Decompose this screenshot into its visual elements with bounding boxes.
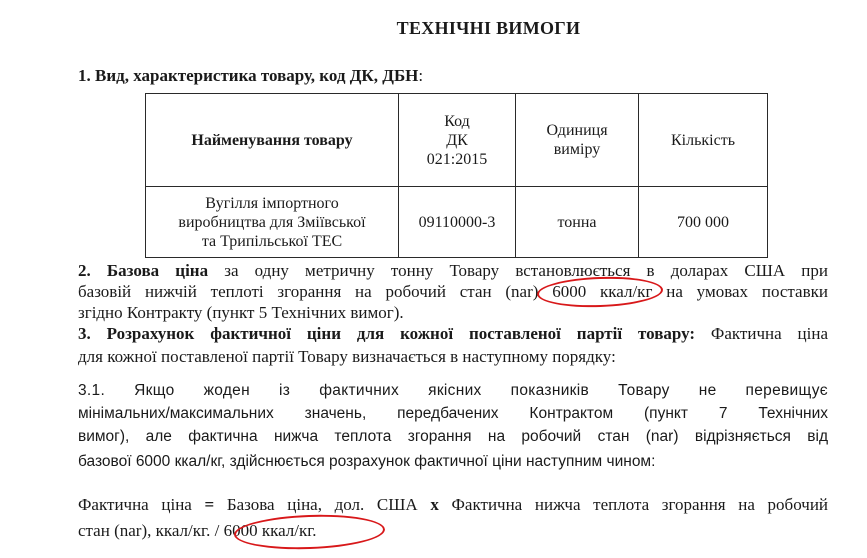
section-2-label: 2. Базова ціна (78, 261, 209, 280)
section-2-line-2-a: базовій нижчій теплоті згорання на робочий стан (nar) (78, 282, 553, 301)
header-unit-text: Одиниця виміру (546, 122, 608, 158)
header-product-name-text: Найменування товару (191, 131, 353, 149)
formula-line-1 (78, 494, 828, 515)
header-code-text: Код ДК 021:2015 (426, 112, 488, 168)
table-row (146, 187, 768, 258)
section-3-line-1 (78, 323, 828, 344)
formula-part-2: Базова ціна, дол. США (214, 495, 431, 514)
header-code (399, 94, 516, 187)
section-3-1-line-1: 3.1. Якщо жоден із фактичних якісних показників Товару не перевищує (78, 382, 828, 399)
section-3-1-line-4: базової 6000 ккал/кг, здійснюється розрахунок фактичної ціни наступним чином: (78, 453, 656, 470)
cell-product-name-text: Вугілля імпортного виробництва для Зміївської та Трипільської ТЕС (178, 194, 366, 250)
section-2-line-1-text: за одну метричну тонну Товару встановлюється в доларах США при (208, 261, 828, 280)
section-2-line-2 (78, 281, 828, 302)
cell-unit-text: тонна (557, 213, 597, 231)
formula-divisor: / 6000 ккал/кг. (214, 521, 317, 540)
header-quantity-text: Кількість (670, 131, 735, 149)
header-quantity (639, 94, 768, 187)
cell-code (399, 187, 516, 258)
section-2-line-1 (78, 260, 828, 281)
section-1-heading-colon: : (418, 66, 424, 85)
section-3-1-line-2: мінімальних/максимальних значень, передбачених Контрактом (пункт 7 Технічних (78, 405, 828, 422)
header-product-name (146, 94, 399, 187)
formula-part-3: Фактична нижча теплота згорання на робочий (451, 495, 829, 514)
section-2-line-2-b: на умовах поставки (652, 282, 828, 301)
formula-line-2 (78, 520, 828, 541)
section-3-1-line-3: вимог), але фактична нижча теплота згорання на робочий стан (nar) відрізняється від (78, 428, 828, 445)
table-header-row (146, 94, 768, 187)
cell-unit (516, 187, 639, 258)
section-2-line-3: згідно Контракту (пункт 5 Технічних вимог). (78, 303, 404, 322)
section-3-line-1-text: Фактична ціна (695, 324, 828, 343)
section-1-heading (78, 66, 423, 86)
cell-quantity-text: 700 000 (677, 213, 729, 231)
cell-product-name (146, 187, 399, 258)
section-1-heading-text: 1. Вид, характеристика товару, код ДК, ДБН (78, 66, 419, 85)
cell-code-text: 09110000-3 (418, 213, 496, 231)
section-3-line-2: для кожної поставленої партії Товару визначається в наступному порядку: (78, 347, 616, 366)
goods-table (145, 93, 768, 258)
formula-line-2-a: стан (nar), ккал/кг. (78, 521, 215, 540)
cell-quantity (639, 187, 768, 258)
document-title: ТЕХНІЧНІ ВИМОГИ (396, 18, 581, 38)
formula-multiply: x (430, 495, 452, 514)
section-3-label: 3. Розрахунок фактичної ціни для кожної поставленої партії товару: (78, 324, 696, 343)
formula-equals: = (204, 495, 215, 514)
header-unit (516, 94, 639, 187)
section-2-base-calorific-value: 6000 ккал/кг (552, 282, 653, 301)
formula-part-1: Фактична ціна (78, 495, 205, 514)
